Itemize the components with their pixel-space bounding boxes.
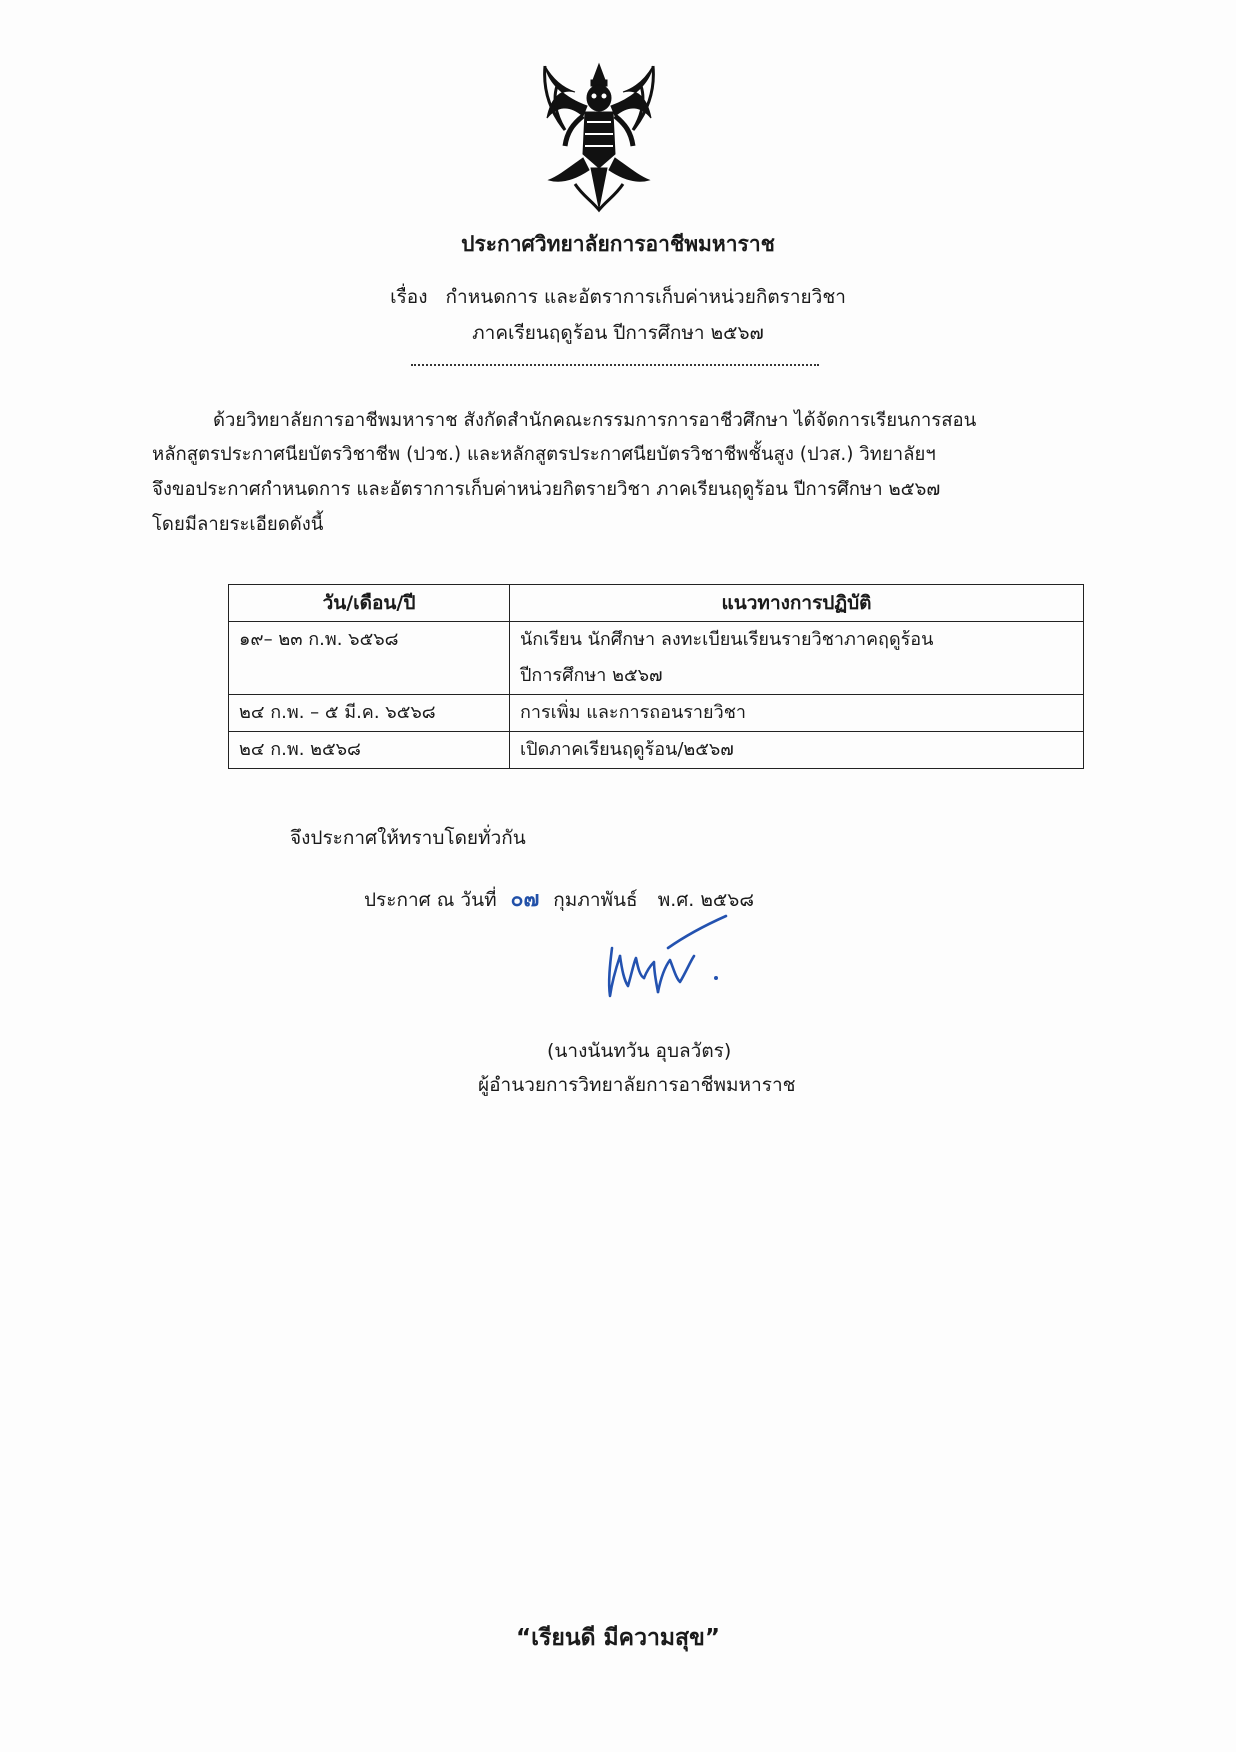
- date-cell: ๒๔ ก.พ. ๒๕๖๘: [229, 732, 510, 769]
- body-line-3: จึงขอประกาศกำหนดการ และอัตราการเก็บค่าหน่วยกิตรายวิชา ภาคเรียนฤดูร้อน ปีการศึกษา ๒๕๖๗: [152, 479, 941, 500]
- date-day: ๐๗: [510, 887, 540, 911]
- table-row: [229, 732, 1084, 769]
- action-text: นักเรียน นักศึกษา ลงทะเบียนเรียนรายวิชาภาคฤดูร้อน: [520, 629, 934, 650]
- date-year: พ.ศ. ๒๕๖๘: [657, 889, 755, 911]
- signer-title: ผู้อำนวยการวิทยาลัยการอาชีพมหาราช: [478, 1074, 796, 1096]
- closing-announcement: จึงประกาศให้ทราบโดยทั่วกัน: [290, 827, 526, 849]
- body-line-1: ด้วยวิทยาลัยการอาชีพมหาราช สังกัดสำนักคณะกรรมการการอาชีวศึกษา ได้จัดการเรียนการสอน: [213, 410, 977, 431]
- subject-line: [0, 282, 1236, 312]
- date-cell: ๑๙– ๒๓ ก.พ. ๖๕๖๘: [229, 622, 510, 695]
- action-cell: การเพิ่ม และการถอนรายวิชา: [510, 695, 1084, 732]
- date-cell: ๒๔ ก.พ. – ๕ มี.ค. ๖๕๖๘: [229, 695, 510, 732]
- table-row: [229, 622, 1084, 695]
- table-header-row: [229, 585, 1084, 622]
- body-line-4: โดยมีลายระเอียดดังนี้: [152, 514, 324, 535]
- subject-label: เรื่อง: [390, 286, 428, 308]
- announcement-title: ประกาศวิทยาลัยการอาชีพมหาราช: [461, 232, 775, 256]
- action-cell: [510, 622, 1084, 695]
- date-month: กุมภาพันธ์: [553, 889, 638, 911]
- body-line-2: หลักสูตรประกาศนียบัตรวิชาชีพ (ปวช.) และหลักสูตรประกาศนียบัตรวิชาชีพชั้นสูง (ปวส.) วิทยาลัยฯ: [152, 444, 936, 465]
- schedule-table: [228, 584, 1084, 769]
- footer-motto: “เรียนดี มีความสุข”: [516, 1625, 720, 1651]
- column-header-date: วัน/เดือน/ปี: [229, 585, 510, 622]
- action-cell: เปิดภาคเรียนฤดูร้อน/๒๕๖๗: [510, 732, 1084, 769]
- term-line: ภาคเรียนฤดูร้อน ปีการศึกษา ๒๕๖๗: [472, 322, 764, 344]
- signer-name: (นางนันทวัน อุบลวัตร): [547, 1040, 732, 1062]
- date-prefix: ประกาศ ณ วันที่: [364, 889, 497, 911]
- handwritten-signature-icon: [598, 912, 728, 1008]
- subject-text: กำหนดการ และอัตราการเก็บค่าหน่วยกิตรายวิชา: [445, 286, 846, 308]
- garuda-emblem-icon: [535, 58, 663, 218]
- table-row: [229, 695, 1084, 732]
- column-header-action: แนวทางการปฏิบัติ: [510, 585, 1084, 622]
- dotted-divider: [411, 364, 819, 366]
- action-text: ปีการศึกษา ๒๕๖๗: [520, 665, 663, 686]
